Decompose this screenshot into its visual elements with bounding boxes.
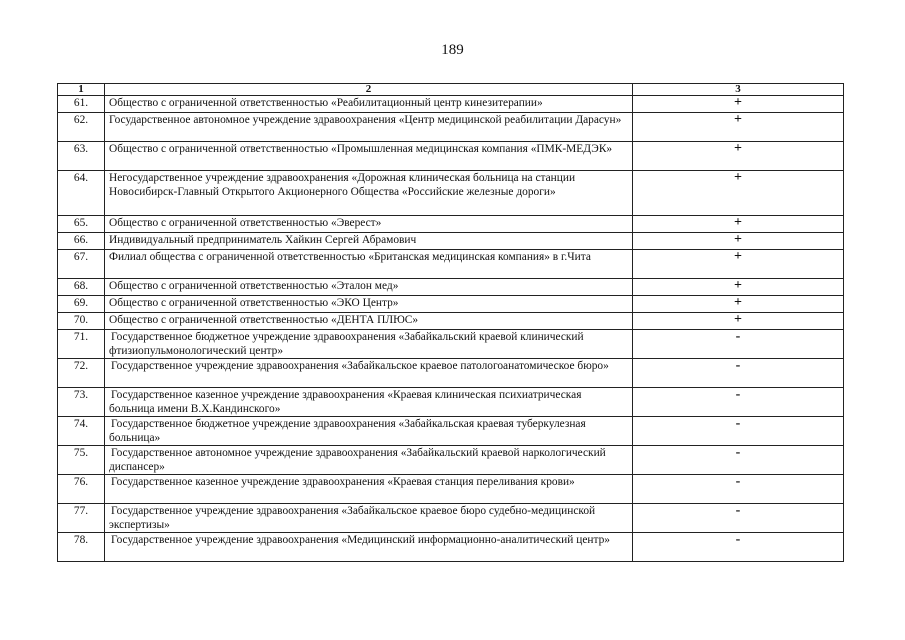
- table-header-row: [58, 84, 844, 96]
- row-number: 69.: [58, 296, 105, 313]
- row-number: 74.: [58, 417, 105, 446]
- table-row: [58, 233, 844, 250]
- column-header-organization: 2: [105, 84, 633, 96]
- table-row: [58, 96, 844, 113]
- participation-mark: -: [633, 330, 844, 359]
- table-row: [58, 296, 844, 313]
- column-header-mark: 3: [633, 84, 844, 96]
- row-number: 70.: [58, 313, 105, 330]
- row-number: 76.: [58, 475, 105, 504]
- organization-name: Общество с ограниченной ответственностью «ЭКО Центр»: [105, 296, 633, 313]
- organization-name: Общество с ограниченной ответственностью «ДЕНТА ПЛЮС»: [105, 313, 633, 330]
- column-header-number: 1: [58, 84, 105, 96]
- table-row: [58, 113, 844, 142]
- participation-mark: +: [633, 313, 844, 330]
- participation-mark: +: [633, 96, 844, 113]
- table-row: [58, 250, 844, 279]
- participation-mark: -: [633, 533, 844, 562]
- row-number: 66.: [58, 233, 105, 250]
- row-number: 68.: [58, 279, 105, 296]
- table-row: [58, 475, 844, 504]
- row-number: 71.: [58, 330, 105, 359]
- row-number: 63.: [58, 142, 105, 171]
- table-row: [58, 142, 844, 171]
- organization-name: Государственное бюджетное учреждение здравоохранения «Забайкальский краевой клинический фтизиопульмонологический центр»: [105, 330, 633, 359]
- organization-name: Общество с ограниченной ответственностью «Эверест»: [105, 216, 633, 233]
- organization-name: Общество с ограниченной ответственностью «Эталон мед»: [105, 279, 633, 296]
- organization-name: Государственное учреждение здравоохранения «Забайкальское краевое патологоанатомическое бюро»: [105, 359, 633, 388]
- row-number: 75.: [58, 446, 105, 475]
- participation-mark: +: [633, 142, 844, 171]
- organization-name: Общество с ограниченной ответственностью «Реабилитационный центр кинезитерапии»: [105, 96, 633, 113]
- table-row: [58, 279, 844, 296]
- participation-mark: +: [633, 233, 844, 250]
- organizations-table: [57, 83, 844, 562]
- table-row: [58, 313, 844, 330]
- participation-mark: +: [633, 113, 844, 142]
- table-body: [58, 96, 844, 562]
- page-number: 189: [441, 42, 464, 58]
- organization-name: Государственное казенное учреждение здравоохранения «Краевая клиническая психиатрическая больница имени В.Х.Кандинского»: [105, 388, 633, 417]
- organization-name: Государственное учреждение здравоохранения «Медицинский информационно-аналитический центр»: [105, 533, 633, 562]
- table-row: [58, 171, 844, 216]
- organization-name: Государственное автономное учреждение здравоохранения «Центр медицинской реабилитации Дарасун»: [105, 113, 633, 142]
- row-number: 65.: [58, 216, 105, 233]
- row-number: 73.: [58, 388, 105, 417]
- organization-name: Филиал общества с ограниченной ответственностью «Британская медицинская компания» в г.Чита: [105, 250, 633, 279]
- organization-name: Государственное автономное учреждение здравоохранения «Забайкальский краевой наркологический диспансер»: [105, 446, 633, 475]
- row-number: 64.: [58, 171, 105, 216]
- organization-name: Индивидуальный предприниматель Хайкин Сергей Абрамович: [105, 233, 633, 250]
- row-number: 67.: [58, 250, 105, 279]
- row-number: 62.: [58, 113, 105, 142]
- row-number: 61.: [58, 96, 105, 113]
- table-row: [58, 359, 844, 388]
- table-row: [58, 504, 844, 533]
- table-row: [58, 446, 844, 475]
- organization-name: Государственное бюджетное учреждение здравоохранения «Забайкальская краевая туберкулезная больница»: [105, 417, 633, 446]
- participation-mark: -: [633, 417, 844, 446]
- participation-mark: +: [633, 171, 844, 216]
- participation-mark: -: [633, 359, 844, 388]
- row-number: 78.: [58, 533, 105, 562]
- participation-mark: +: [633, 250, 844, 279]
- table-row: [58, 533, 844, 562]
- organization-name: Общество с ограниченной ответственностью «Промышленная медицинская компания «ПМК-МЕДЭК»: [105, 142, 633, 171]
- participation-mark: +: [633, 279, 844, 296]
- organization-name: Государственное учреждение здравоохранения «Забайкальское краевое бюро судебно-медицинской экспертизы»: [105, 504, 633, 533]
- table-row: [58, 417, 844, 446]
- table-row: [58, 330, 844, 359]
- table-row: [58, 216, 844, 233]
- row-number: 77.: [58, 504, 105, 533]
- participation-mark: +: [633, 216, 844, 233]
- participation-mark: +: [633, 296, 844, 313]
- participation-mark: -: [633, 475, 844, 504]
- organization-name: Негосударственное учреждение здравоохранения «Дорожная клиническая больница на станции Новосибирск-Главный Открытого Акционерного Общества «Российские железные дороги»: [105, 171, 633, 216]
- organization-name: Государственное казенное учреждение здравоохранения «Краевая станция переливания крови»: [105, 475, 633, 504]
- table-row: [58, 388, 844, 417]
- participation-mark: -: [633, 446, 844, 475]
- participation-mark: -: [633, 388, 844, 417]
- row-number: 72.: [58, 359, 105, 388]
- participation-mark: -: [633, 504, 844, 533]
